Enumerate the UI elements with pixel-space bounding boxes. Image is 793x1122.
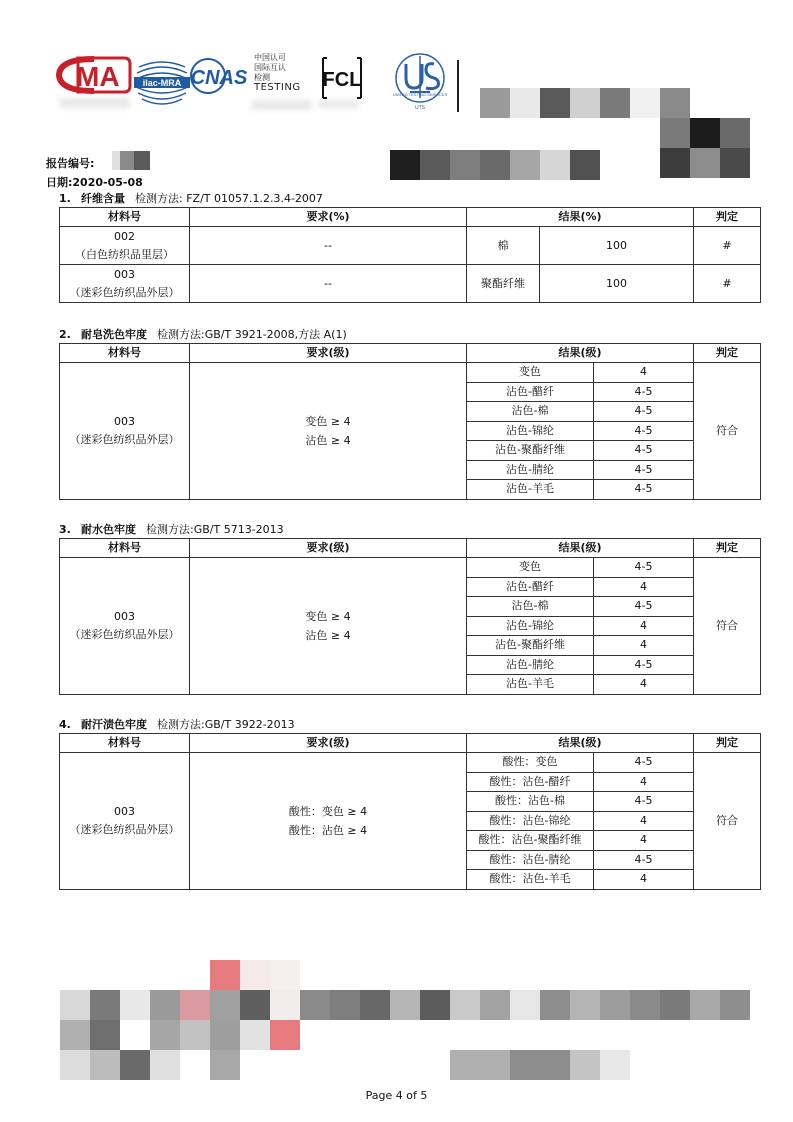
cnas-accreditation-text bbox=[254, 53, 308, 101]
requirement-line: 变色 ≥ 4 bbox=[305, 414, 351, 428]
result-item: 沾色-醋纤 bbox=[467, 382, 594, 402]
material-desc: （迷彩色纺织品外层） bbox=[69, 432, 180, 446]
table-row bbox=[60, 753, 761, 773]
material-desc: （迷彩色纺织品外层） bbox=[69, 627, 180, 641]
fcl-logo-text: FCL bbox=[322, 69, 362, 91]
result-grade: 4 bbox=[594, 577, 694, 597]
result-item: 沾色-聚酯纤维 bbox=[467, 636, 594, 656]
table-row bbox=[60, 227, 761, 265]
table-header-row bbox=[60, 344, 761, 363]
result-item: 酸性：沾色-醋纤 bbox=[467, 772, 594, 792]
result-item: 沾色-棉 bbox=[467, 597, 594, 617]
section-number: 2. bbox=[59, 328, 71, 341]
requirement-line: 酸性：沾色 ≥ 4 bbox=[288, 823, 368, 837]
uts-logo-text: UTS bbox=[415, 105, 425, 111]
material-code: 003 bbox=[114, 267, 135, 281]
result-grade: 4-5 bbox=[594, 558, 694, 578]
requirement-cell: -- bbox=[190, 265, 467, 303]
result-grade: 4-5 bbox=[594, 850, 694, 870]
header-material: 材料号 bbox=[60, 208, 190, 227]
material-cell bbox=[60, 558, 190, 695]
header-requirement: 要求(级) bbox=[190, 734, 467, 753]
section-name: 耐皂洗色牢度 bbox=[81, 328, 147, 341]
section-name: 耐汗渍色牢度 bbox=[81, 718, 147, 731]
result-item: 变色 bbox=[467, 363, 594, 383]
result-grade: 4-5 bbox=[594, 441, 694, 461]
cnas-line-3: 检测 bbox=[254, 73, 270, 82]
header-material: 材料号 bbox=[60, 344, 190, 363]
fiber-cell: 棉 bbox=[467, 227, 540, 265]
requirement-line: 变色 ≥ 4 bbox=[305, 609, 351, 623]
result-grade: 4-5 bbox=[594, 792, 694, 812]
cnas-line-1: 中国认可 bbox=[254, 53, 286, 62]
section-name: 纤维含量 bbox=[81, 192, 125, 205]
requirement-line: 酸性：变色 ≥ 4 bbox=[288, 804, 368, 818]
report-number-label: 报告编号: bbox=[46, 157, 95, 170]
header-verdict: 判定 bbox=[694, 208, 761, 227]
header-material: 材料号 bbox=[60, 734, 190, 753]
section-title bbox=[59, 522, 760, 538]
header-verdict: 判定 bbox=[694, 344, 761, 363]
section-name: 耐水色牢度 bbox=[81, 523, 136, 536]
cnas-line-4: TESTING bbox=[254, 82, 301, 93]
result-grade: 4-5 bbox=[594, 480, 694, 500]
result-item: 酸性：沾色-羊毛 bbox=[467, 870, 594, 890]
test-method: 检测方法:GB/T 3921-2008,方法 A(1) bbox=[157, 328, 347, 341]
material-cell bbox=[60, 753, 190, 890]
material-code: 003 bbox=[114, 609, 135, 623]
fcl-logo bbox=[313, 52, 371, 104]
header-requirement: 要求(%) bbox=[190, 208, 467, 227]
result-grade: 4-5 bbox=[594, 402, 694, 422]
header-verdict: 判定 bbox=[694, 734, 761, 753]
result-grade: 4 bbox=[594, 831, 694, 851]
section-title bbox=[59, 327, 760, 343]
result-item: 酸性：变色 bbox=[467, 753, 594, 773]
material-code: 003 bbox=[114, 414, 135, 428]
cnas-logo-text: CNAS bbox=[190, 67, 248, 89]
section-perspiration-fastness bbox=[59, 717, 760, 890]
result-grade: 4 bbox=[594, 363, 694, 383]
result-grade: 4-5 bbox=[594, 753, 694, 773]
verdict-cell: # bbox=[694, 265, 761, 303]
requirement-cell bbox=[190, 753, 467, 890]
table-row bbox=[60, 558, 761, 578]
test-method: 检测方法:GB/T 5713-2013 bbox=[146, 523, 284, 536]
material-code: 003 bbox=[114, 804, 135, 818]
requirement-cell: -- bbox=[190, 227, 467, 265]
result-item: 沾色-羊毛 bbox=[467, 675, 594, 695]
result-item: 沾色-棉 bbox=[467, 402, 594, 422]
header-result: 结果(级) bbox=[467, 539, 694, 558]
result-item: 变色 bbox=[467, 558, 594, 578]
requirement-cell bbox=[190, 363, 467, 500]
table-row bbox=[60, 265, 761, 303]
result-grade: 4-5 bbox=[594, 597, 694, 617]
result-grade: 4 bbox=[594, 772, 694, 792]
result-grade: 4 bbox=[594, 811, 694, 831]
requirement-line: 沾色 ≥ 4 bbox=[305, 628, 351, 642]
fiber-content-table bbox=[59, 207, 761, 303]
report-number-redaction bbox=[112, 151, 150, 170]
table-row bbox=[60, 363, 761, 383]
material-cell bbox=[60, 363, 190, 500]
header-requirement: 要求(级) bbox=[190, 344, 467, 363]
result-item: 酸性：沾色-聚酯纤维 bbox=[467, 831, 594, 851]
header-divider bbox=[457, 60, 459, 112]
result-item: 沾色-锦纶 bbox=[467, 616, 594, 636]
result-grade: 4-5 bbox=[594, 460, 694, 480]
section-title bbox=[59, 191, 760, 207]
page-number: Page 4 of 5 bbox=[365, 1089, 428, 1102]
material-desc: （迷彩色纺织品外层） bbox=[69, 285, 180, 299]
verdict-cell: 符合 bbox=[694, 363, 761, 500]
perspiration-fastness-table bbox=[59, 733, 761, 890]
section-number: 3. bbox=[59, 523, 71, 536]
ilac-mra-logo bbox=[133, 53, 191, 109]
verdict-cell: 符合 bbox=[694, 753, 761, 890]
result-grade: 4 bbox=[594, 675, 694, 695]
percent-cell: 100 bbox=[540, 227, 694, 265]
header-result: 结果(%) bbox=[467, 208, 694, 227]
result-item: 酸性：沾色-腈纶 bbox=[467, 850, 594, 870]
result-grade: 4-5 bbox=[594, 382, 694, 402]
section-soap-wash-fastness bbox=[59, 327, 760, 500]
signature-redaction-mosaic bbox=[60, 960, 752, 1080]
section-water-fastness bbox=[59, 522, 760, 695]
test-method: 检测方法: FZ/T 01057.1.2.3.4-2007 bbox=[135, 192, 323, 205]
report-date-label: 日期: bbox=[46, 176, 73, 189]
uts-logo bbox=[388, 48, 452, 112]
table-header-row bbox=[60, 734, 761, 753]
ilac-mra-text: ilac-MRA bbox=[142, 78, 182, 88]
water-fastness-table bbox=[59, 538, 761, 695]
cma-logo-text: MA bbox=[76, 61, 120, 92]
report-number-redaction-mosaic bbox=[390, 150, 600, 180]
cnas-line-2: 国际互认 bbox=[254, 63, 286, 72]
material-cell bbox=[60, 227, 190, 265]
report-number bbox=[46, 155, 94, 171]
requirement-cell bbox=[190, 558, 467, 695]
result-item: 酸性：沾色-锦纶 bbox=[467, 811, 594, 831]
report-date bbox=[46, 174, 143, 190]
result-item: 沾色-腈纶 bbox=[467, 655, 594, 675]
cma-logo bbox=[54, 55, 132, 95]
table-header-row bbox=[60, 539, 761, 558]
result-grade: 4 bbox=[594, 870, 694, 890]
verdict-cell: 符合 bbox=[694, 558, 761, 695]
result-grade: 4-5 bbox=[594, 655, 694, 675]
material-code: 002 bbox=[114, 229, 135, 243]
material-desc: （白色纺织品里层） bbox=[75, 247, 174, 261]
header-verdict: 判定 bbox=[694, 539, 761, 558]
requirement-line: 沾色 ≥ 4 bbox=[305, 433, 351, 447]
uts-ring-text: UNITED TESTING SERVICES bbox=[392, 92, 448, 97]
header-result: 结果(级) bbox=[467, 734, 694, 753]
header-requirement: 要求(级) bbox=[190, 539, 467, 558]
result-item: 沾色-腈纶 bbox=[467, 460, 594, 480]
section-title bbox=[59, 717, 760, 733]
test-method: 检测方法:GB/T 3922-2013 bbox=[157, 718, 295, 731]
material-cell bbox=[60, 265, 190, 303]
section-number: 1. bbox=[59, 192, 71, 205]
result-item: 沾色-聚酯纤维 bbox=[467, 441, 594, 461]
section-number: 4. bbox=[59, 718, 71, 731]
result-item: 沾色-羊毛 bbox=[467, 480, 594, 500]
material-desc: （迷彩色纺织品外层） bbox=[69, 822, 180, 836]
section-fiber-content bbox=[59, 191, 760, 303]
header-material: 材料号 bbox=[60, 539, 190, 558]
report-date-value: 2020-05-08 bbox=[72, 176, 143, 189]
result-item: 沾色-醋纤 bbox=[467, 577, 594, 597]
header-result: 结果(级) bbox=[467, 344, 694, 363]
result-item: 酸性：沾色-棉 bbox=[467, 792, 594, 812]
result-grade: 4 bbox=[594, 616, 694, 636]
soap-wash-fastness-table bbox=[59, 343, 761, 500]
cnas-logo bbox=[188, 56, 250, 96]
percent-cell: 100 bbox=[540, 265, 694, 303]
table-header-row bbox=[60, 208, 761, 227]
result-grade: 4-5 bbox=[594, 421, 694, 441]
result-item: 沾色-锦纶 bbox=[467, 421, 594, 441]
result-grade: 4 bbox=[594, 636, 694, 656]
fiber-cell: 聚酯纤维 bbox=[467, 265, 540, 303]
verdict-cell: # bbox=[694, 227, 761, 265]
